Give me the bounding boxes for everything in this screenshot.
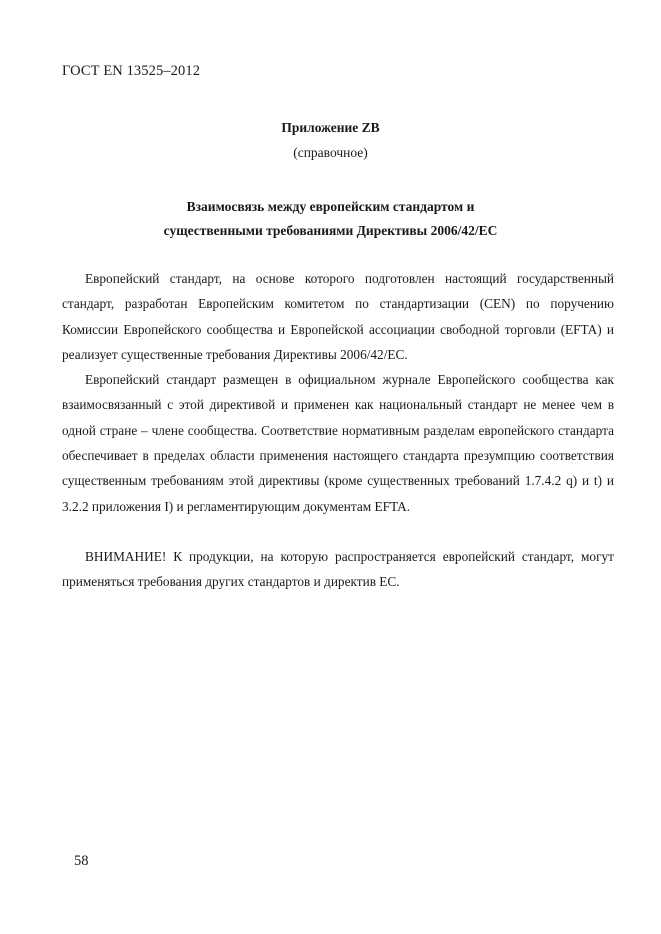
annex-subtitle: (справочное) [293, 145, 368, 160]
document-standard-code: ГОСТ EN 13525–2012 [62, 63, 201, 79]
page-number: 58 [74, 853, 89, 869]
body-paragraph-1: Европейский стандарт, на основе которого подготовлен настоящий государственный стандарт, разработан Европейским комитетом по стандартизации (CEN) по поручению Комиссии Европейского сообщества и Европейской ассоциации свободной торговли (EFTA) и реализует существенные требования Директивы 2006/42/ЕС. [62, 271, 614, 362]
annex-heading [0, 195, 661, 243]
body-paragraph-2: Европейский стандарт размещен в официальном журнале Европейского сообщества как взаимосвязанный с этой директивой и применен как национальный стандарт не менее чем в одной стране – члене сообщества. Соответствие нормативным разделам европейского стандарта обеспечивает в пределах области применения настоящего стандарта презумпцию соответствия существенным требованиям этой директивы (кроме существенных требований 1.7.4.2 q) и t) и 3.2.2 приложения I) и регламентирующим документам EFTA. [62, 372, 614, 514]
warning-paragraph: ВНИМАНИЕ! К продукции, на которую распространяется европейский стандарт, могут применяться требования других стандартов и директив ЕС. [62, 548, 614, 590]
annex-body [62, 266, 614, 595]
annex-heading-line-1: Взаимосвязь между европейским стандартом и [186, 199, 475, 214]
annex-heading-line-2: существенными требованиями Директивы 2006/42/ЕС [163, 223, 498, 238]
annex-title: Приложение ZB [281, 120, 380, 135]
